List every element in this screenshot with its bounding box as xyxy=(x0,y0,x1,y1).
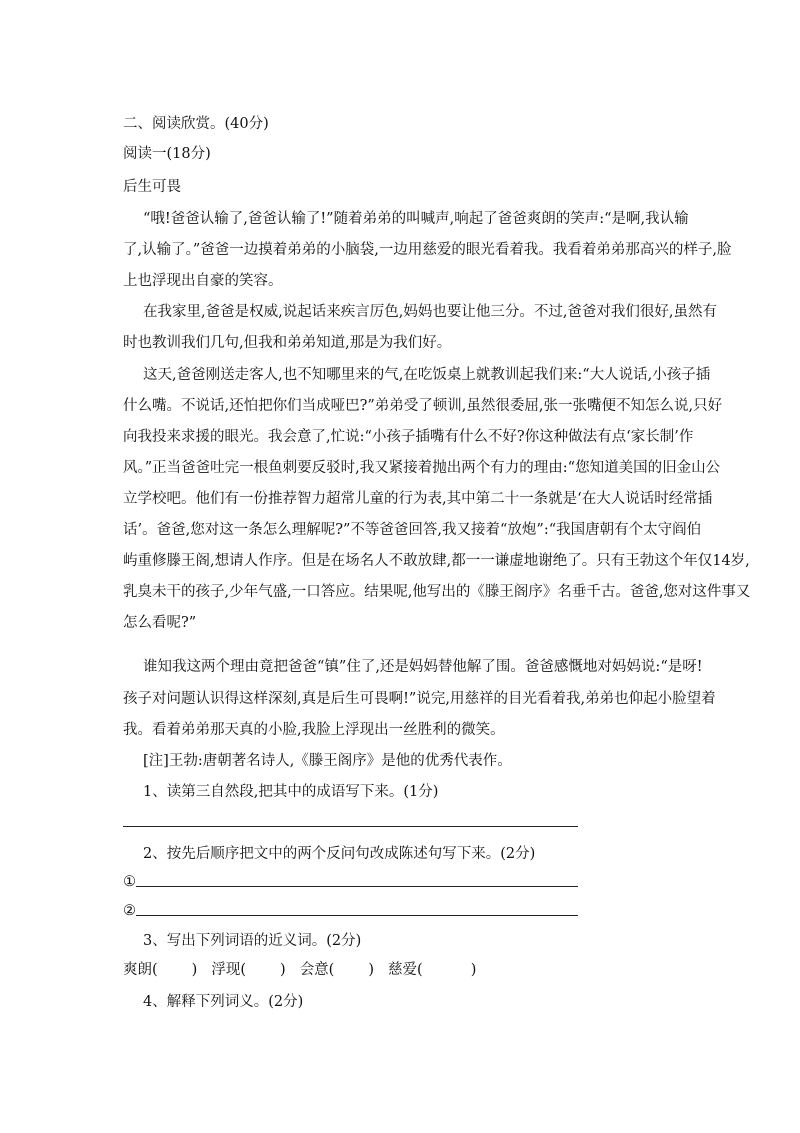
synonym-item-4[interactable] xyxy=(388,961,476,979)
circle-number-1: ① xyxy=(123,874,136,890)
answer-row-q2-1[interactable] xyxy=(123,869,578,891)
synonym-word-4: 慈爱( xyxy=(388,962,423,978)
para3-line7: 屿重修滕王阁,想请人作序。但是在场名人不敢放肆,都一一谦虚地谢绝了。只有王勃这个年仅14岁, xyxy=(123,553,750,569)
synonym-close-1: ) xyxy=(191,962,198,978)
section-title: 二、阅读欣赏。(40分) xyxy=(123,116,269,132)
question-1: 1、读第三自然段,把其中的成语写下来。(1分) xyxy=(143,784,439,800)
synonym-item-2[interactable] xyxy=(211,961,285,979)
question-2: 2、按先后顺序把文中的两个反问句改成陈述句写下来。(2分) xyxy=(143,846,536,862)
synonym-word-1: 爽朗( xyxy=(123,962,158,978)
question-4: 4、解释下列词义。(2分) xyxy=(143,994,304,1010)
question-3: 3、写出下列词语的近义词。(2分) xyxy=(143,933,362,949)
para2-line1: 在我家里,爸爸是权威,说起话来疾言厉色,妈妈也要让他三分。不过,爸爸对我们很好,虽然有 xyxy=(143,304,718,320)
para3-line3: 向我投来求援的眼光。我会意了,忙说:“小孩子插嘴有什么不好?你这种做法有点‘家长制’作 xyxy=(123,429,694,445)
synonym-word-3: 会意( xyxy=(299,962,335,978)
para4-line1: 谁知我这两个理由竟把爸爸“镇”住了,还是妈妈替他解了围。爸爸感慨地对妈妈说:“是呀! xyxy=(143,659,703,675)
answer-line-q2-2[interactable] xyxy=(136,915,578,916)
synonym-word-2: 浮现( xyxy=(211,962,247,978)
para1-line2: 了,认输了。”爸爸一边摸着弟弟的小脑袋,一边用慈爱的眼光看着我。我看着弟弟那高兴的样子,脸 xyxy=(123,242,732,258)
para3-line9: 怎么看呢?” xyxy=(123,615,197,631)
para4-line3: 我。看着弟弟那天真的小脸,我脸上浮现出一丝胜利的微笑。 xyxy=(123,722,505,738)
para3-line8: 乳臭未干的孩子,少年气盛,一口答应。结果呢,他写出的《滕王阁序》名垂千古。爸爸,您对这件事又 xyxy=(123,584,751,600)
circle-number-2: ② xyxy=(123,903,136,919)
synonym-row xyxy=(123,961,490,979)
synonym-close-2: ) xyxy=(280,962,286,978)
para1-line3: 上也浮现出自豪的笑容。 xyxy=(123,273,283,289)
para4-line2: 孩子对问题认识得这样深刻,真是后生可畏啊!”说完,用慈祥的目光看着我,弟弟也仰起小脸望着 xyxy=(123,691,716,707)
synonym-close-3: ) xyxy=(368,962,375,978)
story-title: 后生可畏 xyxy=(123,179,181,195)
para3-line5: 立学校吧。他们有一份推荐智力超常儿童的行为表,其中第二十一条就是‘在大人说话时经常插 xyxy=(123,491,713,507)
para3-line2: 什么嘴。不说话,还怕把你们当成哑巴?”弟弟受了顿训,虽然很委屈,张一张嘴便不知怎么说,只好 xyxy=(123,398,723,414)
synonym-close-4: ) xyxy=(470,962,477,978)
synonym-item-1[interactable] xyxy=(123,961,197,979)
answer-row-q2-2[interactable] xyxy=(123,898,578,920)
synonym-item-3[interactable] xyxy=(300,961,374,979)
reading-title: 阅读一(18分) xyxy=(123,146,211,162)
para3-line4: 风。”正当爸爸吐完一根鱼刺要反驳时,我又紧接着抛出两个有力的理由:“您知道美国的旧金山公 xyxy=(123,460,721,476)
note-text: [注]王勃:唐朝著名诗人,《滕王阁序》是他的优秀代表作。 xyxy=(143,753,512,769)
para3-line6: 话’。爸爸,您对这一条怎么理解呢?”不等爸爸回答,我又接着“放炮”:“我国唐朝有个太守阎伯 xyxy=(123,522,702,538)
para2-line2: 时也教训我们几句,但我和弟弟知道,那是为我们好。 xyxy=(123,335,452,351)
para3-line1: 这天,爸爸刚送走客人,也不知哪里来的气,在吃饭桌上就教训起我们来:“大人说话,小孩子插 xyxy=(143,367,711,383)
answer-line-q2-1[interactable] xyxy=(136,886,578,887)
answer-line-q1[interactable] xyxy=(123,826,578,827)
para1-line1: “哦!爸爸认输了,爸爸认输了!”随着弟弟的叫喊声,响起了爸爸爽朗的笑声:“是啊,我认输 xyxy=(143,211,689,227)
